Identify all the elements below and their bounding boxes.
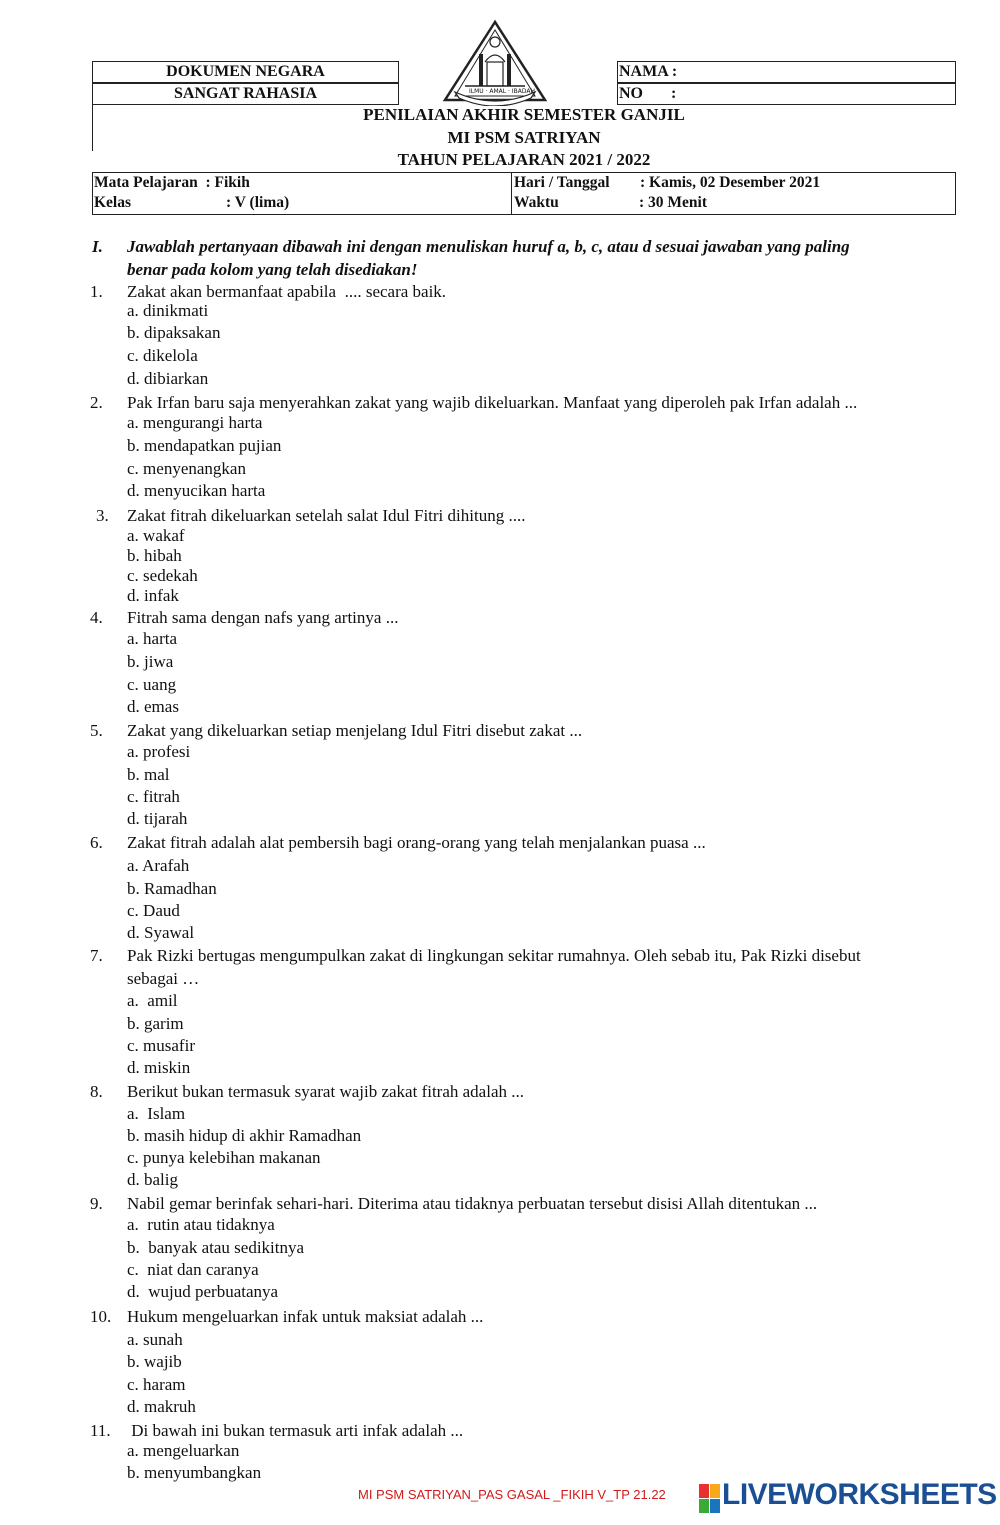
question-number: 6.: [90, 833, 103, 852]
answer-option: b. menyumbangkan: [127, 1463, 262, 1482]
footer-code: MI PSM SATRIYAN_PAS GASAL _FIKIH V_TP 21.22: [358, 1487, 666, 1502]
answer-option: b. hibah: [127, 546, 182, 565]
answer-option: a. amil: [127, 991, 178, 1010]
secrecy-label: SANGAT RAHASIA: [174, 85, 317, 102]
answer-option: d. makruh: [127, 1397, 196, 1416]
school-name: MI PSM SATRIYAN: [447, 128, 601, 147]
answer-option: a. profesi: [127, 742, 191, 761]
question-number: 5.: [90, 721, 103, 740]
answer-option: c. haram: [127, 1375, 186, 1394]
number-field-label: NO :: [619, 85, 677, 102]
answer-option: a. sunah: [127, 1330, 183, 1349]
info-table: [92, 172, 956, 215]
answer-option: d. wujud perbuatanya: [127, 1282, 279, 1301]
question-text: Pak Rizki bertugas mengumpulkan zakat di lingkungan sekitar rumahnya. Oleh sebab itu, Pak Rizki disebut: [127, 946, 861, 965]
logo-motto-text: ILMU · AMAL · IBADAH: [469, 88, 535, 95]
answer-option: d. infak: [127, 586, 179, 605]
question-text-continued: sebagai …: [127, 969, 200, 988]
answer-option: d. balig: [127, 1170, 178, 1189]
academic-year: TAHUN PELAJARAN 2021 / 2022: [397, 150, 651, 169]
answer-option: a. mengurangi harta: [127, 413, 263, 432]
header-right-top-box: [617, 61, 956, 83]
question-text: Di bawah ini bukan termasuk arti infak adalah ...: [127, 1421, 464, 1440]
answer-option: b. garim: [127, 1014, 184, 1033]
answer-option: c. menyenangkan: [127, 459, 246, 478]
name-field-label: NAMA :: [619, 63, 678, 80]
question-text: Zakat akan bermanfaat apabila .... secara baik.: [127, 282, 447, 301]
question-text: Berikut bukan termasuk syarat wajib zakat fitrah adalah ...: [127, 1082, 524, 1101]
question-text: Zakat fitrah dikeluarkan setelah salat Idul Fitri dihitung ....: [127, 506, 526, 525]
answer-option: c. uang: [127, 675, 177, 694]
question-text: Pak Irfan baru saja menyerahkan zakat yang wajib dikeluarkan. Manfaat yang diperoleh pak Irfan adalah ...: [127, 393, 858, 412]
liveworksheets-logo-icon: [699, 1484, 721, 1514]
question-text: Hukum mengeluarkan infak untuk maksiat adalah ...: [127, 1307, 484, 1326]
instruction-number: I.: [92, 237, 103, 256]
exam-title: PENILAIAN AKHIR SEMESTER GANJIL: [363, 105, 685, 124]
liveworksheets-brand[interactable]: LIVEWORKSHEETS: [722, 1478, 997, 1511]
answer-option: d. miskin: [127, 1058, 191, 1077]
time-value: : 30 Menit: [639, 194, 708, 211]
class-label: Kelas: [94, 194, 132, 211]
answer-option: b. dipaksakan: [127, 323, 221, 342]
info-divider-line: [511, 173, 512, 214]
answer-option: b. masih hidup di akhir Ramadhan: [127, 1126, 362, 1145]
question-number: 8.: [90, 1082, 103, 1101]
time-label: Waktu: [514, 194, 559, 211]
question-number: 4.: [90, 608, 103, 627]
answer-option: d. Syawal: [127, 923, 195, 942]
answer-option: b. wajib: [127, 1352, 182, 1371]
question-text: Zakat fitrah adalah alat pembersih bagi orang-orang yang telah menjalankan puasa ...: [127, 833, 706, 852]
answer-option: c. sedekah: [127, 566, 198, 585]
answer-option: a. mengeluarkan: [127, 1441, 240, 1460]
instruction-line-2: benar pada kolom yang telah disediakan!: [127, 260, 418, 279]
question-number: 3.: [96, 506, 109, 525]
header-left-bottom-box: [92, 83, 399, 105]
header-right-bottom-box: [617, 83, 956, 105]
answer-option: b. mal: [127, 765, 170, 784]
answer-option: c. fitrah: [127, 787, 180, 806]
answer-option: a. dinikmati: [127, 301, 209, 320]
answer-option: b. mendapatkan pujian: [127, 436, 282, 455]
question-number: 10.: [90, 1307, 112, 1326]
document-class-label: DOKUMEN NEGARA: [166, 63, 325, 80]
answer-option: d. menyucikan harta: [127, 481, 266, 500]
class-value: : V (lima): [226, 194, 290, 211]
answer-option: b. jiwa: [127, 652, 174, 671]
subject-label: Mata Pelajaran : Fikih: [94, 174, 250, 191]
question-number: 7.: [90, 946, 103, 965]
question-text: Nabil gemar berinfak sehari-hari. Diterima atau tidaknya perbuatan tersebut disisi Allah ditentukan ...: [127, 1194, 818, 1213]
answer-option: a. harta: [127, 629, 178, 648]
instruction-line-1: Jawablah pertanyaan dibawah ini dengan menuliskan huruf a, b, c, atau d sesuai jawaban yang paling: [127, 237, 850, 256]
answer-option: d. emas: [127, 697, 179, 716]
day-value: : Kamis, 02 Desember 2021: [640, 174, 821, 191]
answer-option: c. dikelola: [127, 346, 198, 365]
answer-option: b. Ramadhan: [127, 879, 217, 898]
answer-option: a. rutin atau tidaknya: [127, 1215, 275, 1234]
question-number: 11.: [90, 1421, 111, 1440]
answer-option: d. dibiarkan: [127, 369, 209, 388]
answer-option: c. Daud: [127, 901, 180, 920]
answer-option: d. tijarah: [127, 809, 188, 828]
question-text: Zakat yang dikeluarkan setiap menjelang Idul Fitri disebut zakat ...: [127, 721, 583, 740]
answer-option: c. niat dan caranya: [127, 1260, 259, 1279]
question-number: 1.: [90, 282, 103, 301]
question-number: 9.: [90, 1194, 103, 1213]
question-text: Fitrah sama dengan nafs yang artinya ...: [127, 608, 399, 627]
answer-option: a. wakaf: [127, 526, 185, 545]
answer-option: a. Islam: [127, 1104, 186, 1123]
answer-option: c. punya kelebihan makanan: [127, 1148, 321, 1167]
answer-option: a. Arafah: [127, 856, 190, 875]
answer-option: b. banyak atau sedikitnya: [127, 1238, 305, 1257]
day-label: Hari / Tanggal: [514, 174, 610, 191]
answer-option: c. musafir: [127, 1036, 195, 1055]
header-left-top-box: [92, 61, 399, 83]
question-number: 2.: [90, 393, 103, 412]
